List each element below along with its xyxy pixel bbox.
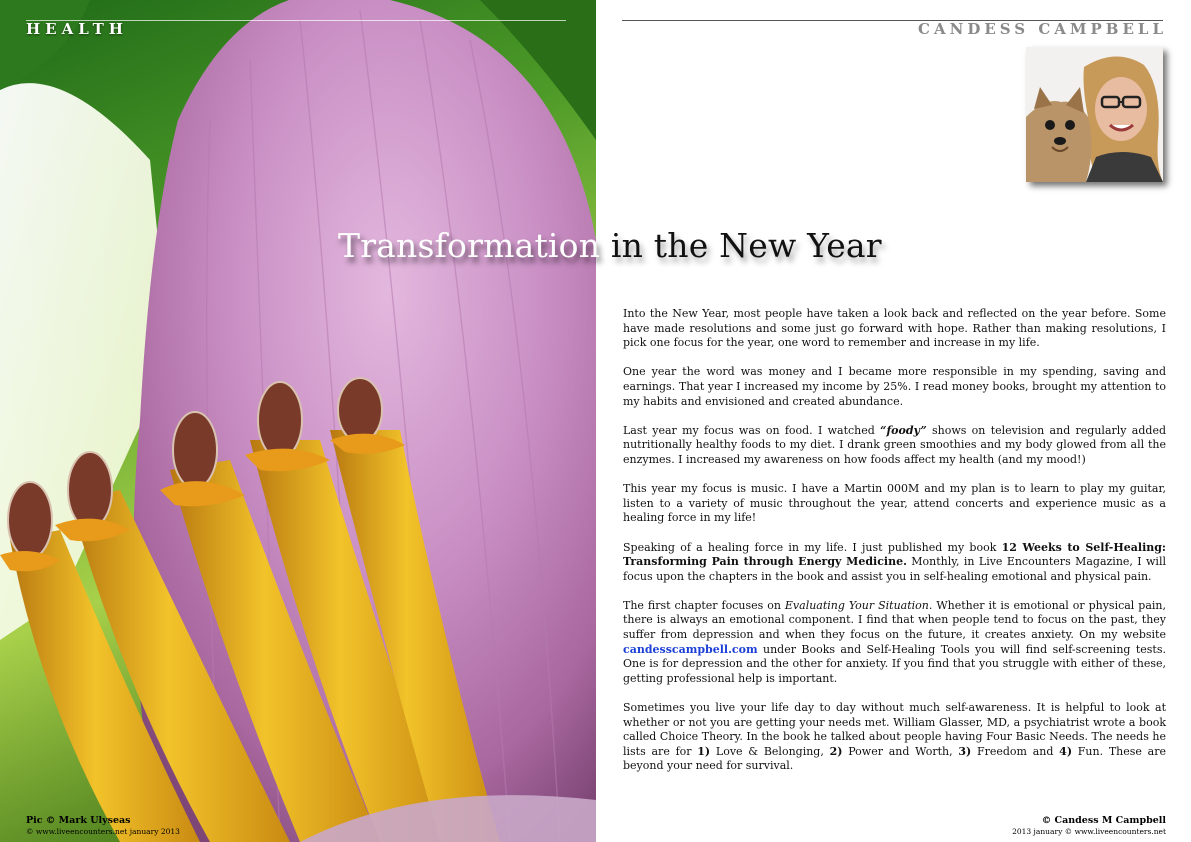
paragraph-1: Into the New Year, most people have taken a look back and reflected on the year before. Some have made resolutions and some just go forward with hope. Rather than making resolutions, I pick one focus for the year, one word to remember and increase in my life. [623,307,1166,350]
photo-credit-block [26,815,180,837]
paragraph-6-text-a: The first chapter focuses on [623,598,785,612]
article-title [338,226,898,265]
paragraph-3-text-b: shows on television and regularly added nutritionally healthy foods to my diet. I drank green smoothies and my body glowed from all the enzymes. I increased my awareness on how foods affect my health (and my mood!) [623,423,1166,466]
paragraph-3-text-a: Last year my focus was on food. I watched [623,423,881,437]
paragraph-3 [623,424,1166,468]
section-tag: HEALTH [26,20,128,38]
paragraph-4: This year my focus is music. I have a Martin 000M and my plan is to learn to play my guitar, listen to a variety of music throughout the year, attend concerts and experience music as a healing force in my life! [623,482,1166,525]
paragraph-7 [623,701,1166,774]
need-1: Love & Belonging, [710,744,830,758]
copyright-author: © Candess M Campbell [1041,815,1166,826]
website-link[interactable]: candesscampbell.com [623,642,758,656]
need-number-1: 1) [697,744,711,758]
need-4: Fun. These are beyond your need for survival. [623,744,1166,773]
need-number-4: 4) [1059,744,1073,758]
copyright-block [1012,815,1166,837]
title-part-1: Transformation [338,226,611,265]
paragraph-7-text-a: Sometimes you live your life day to day without much self-awareness. It is helpful to look at whether or not you are getting your needs met. William Glasser, MD, a psychiatrist wrote a book called Choice Theory. In the book he talked about people having Four Basic Needs. The needs he lists are for [623,701,1166,758]
need-number-2: 2) [829,744,843,758]
book-title: 12 Weeks to Self-Healing: Transforming Pain through Energy Medicine. [623,540,1166,569]
author-portrait [1026,47,1163,182]
emphasis-foody: “foody” [880,423,927,437]
right-footer: 2013 january © www.liveencounters.net [1012,827,1166,836]
paragraph-6-text-c: under Books and Self-Healing Tools you will find self-screening tests. One is for depression and the other for anxiety. If you find that you struggle with either of these, getting professional help is important. [623,642,1166,685]
chapter-title: Evaluating Your Situation. [784,598,933,612]
paragraph-6-text-b: Whether it is emotional or physical pain, there is always an emotional component. I find that when people tend to focus on the past, they suffer from depression and when they focus on the future, it creates anxiety. On my website [623,598,1166,642]
paragraph-5-text-b: Monthly, in Live Encounters Magazine, I will focus upon the chapters in the book and assist you in self-healing emotional and physical pain. [623,555,1166,583]
author-name: CANDESS CAMPBELL [918,20,1167,38]
need-3: Freedom and [971,744,1060,758]
article-body [623,307,1166,789]
left-footer: © www.liveencounters.net january 2013 [26,827,180,836]
need-number-3: 3) [958,744,972,758]
title-part-2: in the New Year [610,226,882,265]
paragraph-5-text-a: Speaking of a healing force in my life. I just published my book [623,540,1002,554]
paragraph-2: One year the word was money and I became more responsible in my spending, saving and earnings. That year I increased my income by 25%. I read money books, brought my attention to my habits and envisioned and created abundance. [623,365,1166,408]
paragraph-5 [623,541,1166,585]
author-with-dog-image [1026,47,1163,182]
need-2: Power and Worth, [842,744,959,758]
paragraph-6 [623,599,1166,687]
photo-credit: Pic © Mark Ulyseas [26,815,131,826]
